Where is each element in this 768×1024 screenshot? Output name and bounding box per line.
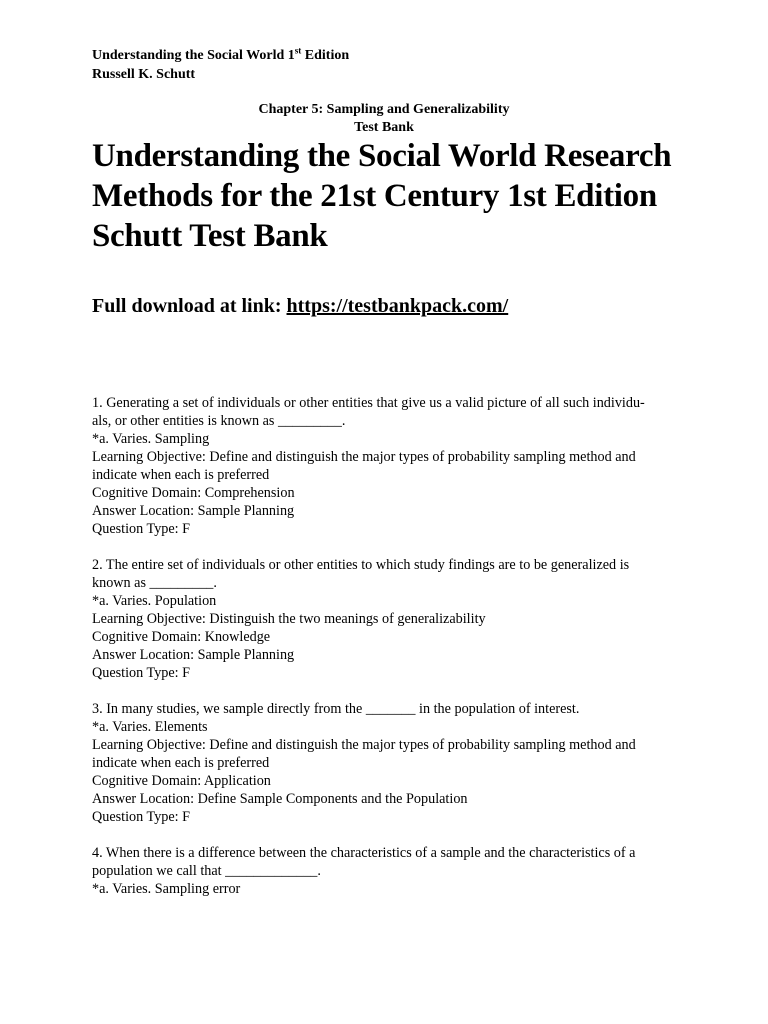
- question-type: Question Type: F: [92, 521, 191, 537]
- answer-location: Answer Location: Sample Planning: [92, 647, 295, 663]
- learning-objective: Learning Objective: Define and distinguish the major types of probability sampling method and: [92, 449, 636, 465]
- page-title: [92, 136, 732, 256]
- chapter-heading: [0, 101, 768, 137]
- question-stem: 2. The entire set of individuals or other entities to which study findings are to be generalized is: [92, 557, 630, 573]
- chapter-title: Chapter 5: Sampling and Generalizability: [258, 102, 510, 117]
- page-title-line: Understanding the Social World Research: [92, 138, 672, 174]
- question-answer: *a. Varies. Elements: [92, 719, 208, 735]
- cognitive-domain: Cognitive Domain: Application: [92, 773, 271, 789]
- page-title-line: Schutt Test Bank: [92, 218, 328, 254]
- question-stem: als, or other entities is known as _________.: [92, 413, 346, 429]
- cognitive-domain: Cognitive Domain: Knowledge: [92, 629, 271, 645]
- question-list: [92, 394, 682, 916]
- question-answer: *a. Varies. Sampling error: [92, 881, 241, 897]
- learning-objective: indicate when each is preferred: [92, 755, 270, 771]
- question-stem: known as _________.: [92, 575, 217, 591]
- learning-objective: Learning Objective: Define and distinguish the major types of probability sampling method and: [92, 737, 636, 753]
- chapter-subtitle: Test Bank: [354, 120, 414, 135]
- download-label: Full download at link:: [92, 295, 287, 317]
- author-name: Russell K. Schutt: [92, 67, 196, 82]
- question-stem: population we call that _____________.: [92, 863, 321, 879]
- download-line: [92, 294, 508, 318]
- question-item: [92, 394, 682, 538]
- question-type: Question Type: F: [92, 665, 191, 681]
- book-title: Understanding the Social World 1st Edition: [92, 45, 350, 63]
- superscript: st: [294, 45, 302, 56]
- question-stem: 4. When there is a difference between the characteristics of a sample and the characteristics of a: [92, 845, 636, 861]
- download-link[interactable]: https://testbankpack.com/: [286, 295, 509, 317]
- question-answer: *a. Varies. Population: [92, 593, 217, 609]
- page-title-line: Methods for the 21st Century 1st Edition: [92, 178, 657, 214]
- question-answer: *a. Varies. Sampling: [92, 431, 210, 447]
- answer-location: Answer Location: Define Sample Components and the Population: [92, 791, 468, 807]
- document-header: [92, 46, 349, 84]
- answer-location: Answer Location: Sample Planning: [92, 503, 295, 519]
- question-item: [92, 700, 682, 826]
- question-stem: 3. In many studies, we sample directly from the _______ in the population of interest.: [92, 701, 580, 717]
- question-item: [92, 556, 682, 682]
- question-type: Question Type: F: [92, 809, 191, 825]
- learning-objective: indicate when each is preferred: [92, 467, 270, 483]
- cognitive-domain: Cognitive Domain: Comprehension: [92, 485, 295, 501]
- learning-objective: Learning Objective: Distinguish the two meanings of generalizability: [92, 611, 486, 627]
- question-item: [92, 844, 682, 898]
- question-stem: 1. Generating a set of individuals or other entities that give us a valid picture of all such individu-: [92, 395, 645, 411]
